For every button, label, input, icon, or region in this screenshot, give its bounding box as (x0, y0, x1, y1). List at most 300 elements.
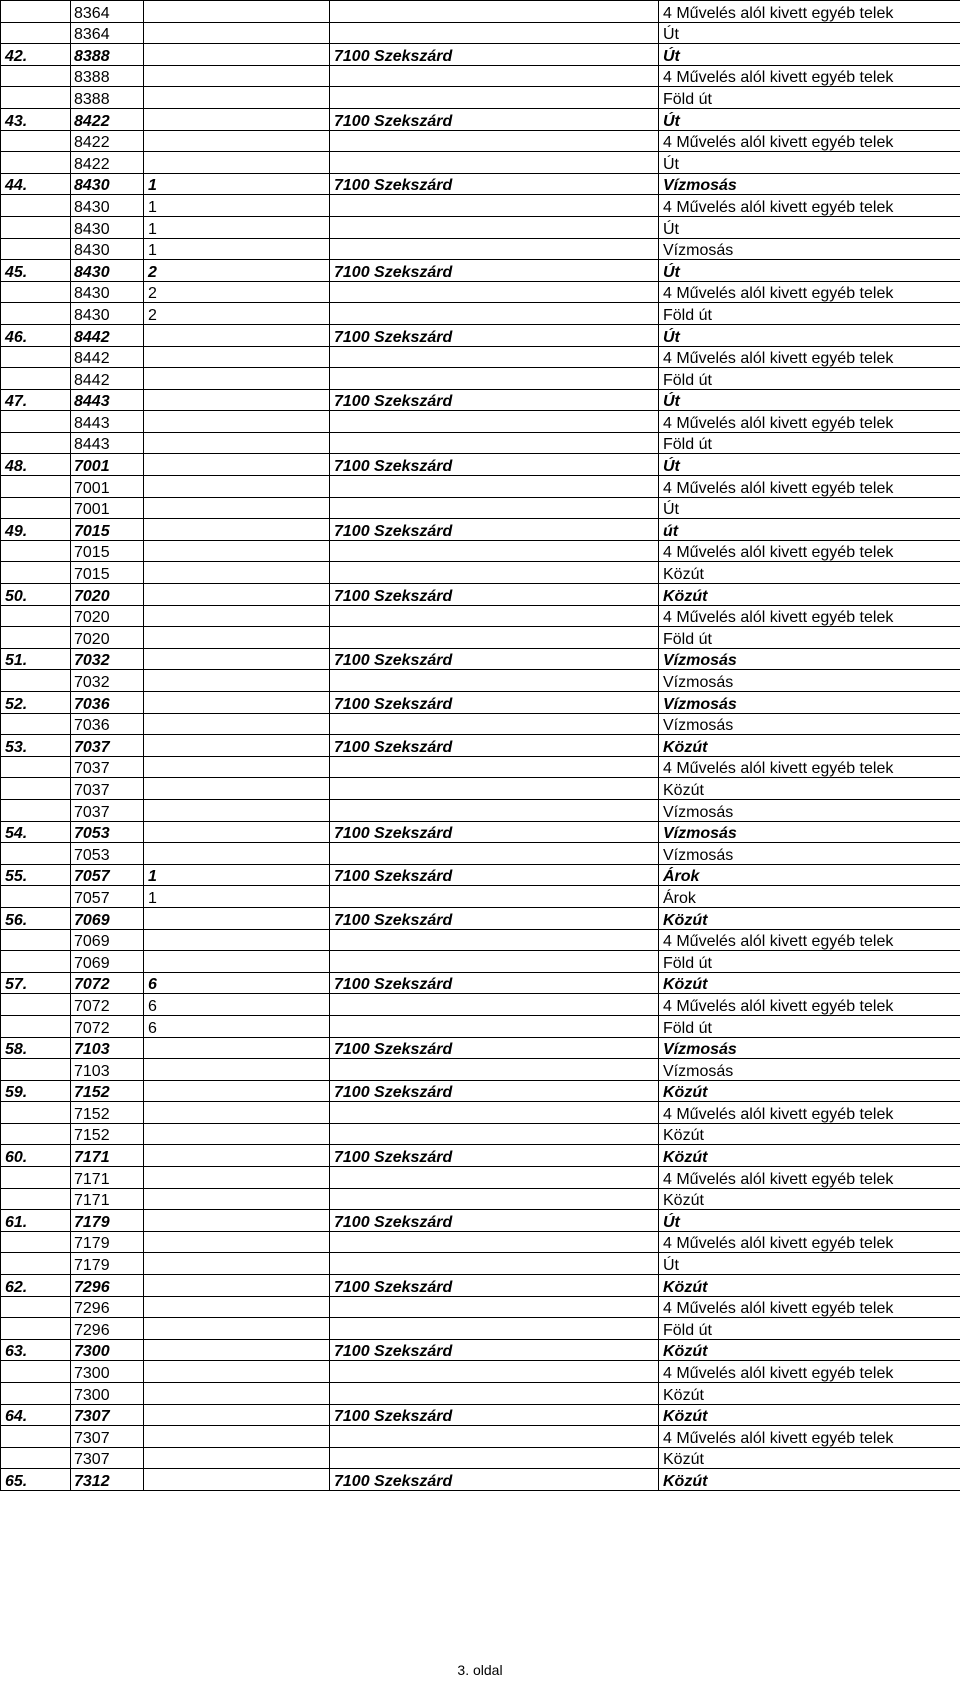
settlement-cell: 7100 Szekszárd (330, 519, 659, 541)
table-row (1, 411, 960, 433)
parcel-number-cell: 7053 (71, 821, 144, 843)
parcel-number-cell: 8430 (71, 238, 144, 260)
sub-number-cell (144, 584, 330, 606)
row-index-cell: 54. (1, 821, 71, 843)
parcel-number-cell: 7037 (71, 778, 144, 800)
parcel-number-cell: 7057 (71, 864, 144, 886)
settlement-cell (330, 1102, 659, 1124)
sub-number-cell (144, 454, 330, 476)
settlement-cell: 7100 Szekszárd (330, 1080, 659, 1102)
row-index-cell (1, 799, 71, 821)
parcel-number-cell: 8443 (71, 389, 144, 411)
settlement-cell (330, 540, 659, 562)
land-use-cell: Közút (659, 1188, 960, 1210)
settlement-cell (330, 799, 659, 821)
land-use-cell: Közút (659, 1145, 960, 1167)
table-row (1, 627, 960, 649)
table-row (1, 1253, 960, 1275)
settlement-cell (330, 411, 659, 433)
settlement-cell: 7100 Szekszárd (330, 1275, 659, 1297)
table-row (1, 1015, 960, 1037)
land-use-cell: Közút (659, 778, 960, 800)
land-use-cell: Út (659, 44, 960, 66)
row-index-cell (1, 432, 71, 454)
parcel-number-cell: 7152 (71, 1123, 144, 1145)
sub-number-cell (144, 389, 330, 411)
parcel-number-cell: 8430 (71, 260, 144, 282)
row-index-cell (1, 1167, 71, 1189)
parcel-number-cell: 8388 (71, 87, 144, 109)
row-index-cell: 51. (1, 648, 71, 670)
sub-number-cell: 2 (144, 281, 330, 303)
settlement-cell: 7100 Szekszárd (330, 173, 659, 195)
row-index-cell: 64. (1, 1404, 71, 1426)
row-index-cell: 44. (1, 173, 71, 195)
land-use-cell: Vízmosás (659, 173, 960, 195)
sub-number-cell (144, 1167, 330, 1189)
table-row (1, 303, 960, 325)
land-use-cell: Közút (659, 1080, 960, 1102)
row-index-cell (1, 843, 71, 865)
parcel-number-cell: 7072 (71, 1015, 144, 1037)
land-use-cell: 4 Művelés alól kivett egyéb telek (659, 1361, 960, 1383)
table-row-main (1, 907, 960, 929)
parcel-number-cell: 7312 (71, 1469, 144, 1491)
table-row-main (1, 1339, 960, 1361)
row-index-cell (1, 951, 71, 973)
sub-number-cell: 1 (144, 238, 330, 260)
row-index-cell (1, 281, 71, 303)
row-index-cell (1, 216, 71, 238)
table-row-main (1, 735, 960, 757)
row-index-cell (1, 1296, 71, 1318)
parcel-number-cell: 7057 (71, 886, 144, 908)
land-use-cell: 4 Művelés alól kivett egyéb telek (659, 929, 960, 951)
settlement-cell (330, 216, 659, 238)
table-row-main (1, 1037, 960, 1059)
parcel-number-cell: 7001 (71, 454, 144, 476)
land-use-cell: Út (659, 497, 960, 519)
land-use-cell: Árok (659, 864, 960, 886)
sub-number-cell (144, 497, 330, 519)
parcel-number-cell: 7069 (71, 929, 144, 951)
row-index-cell (1, 540, 71, 562)
settlement-cell (330, 1253, 659, 1275)
row-index-cell: 45. (1, 260, 71, 282)
table-row (1, 368, 960, 390)
land-use-cell: 4 Művelés alól kivett egyéb telek (659, 540, 960, 562)
land-use-cell: Föld út (659, 1318, 960, 1340)
table-row (1, 1, 960, 23)
table-row (1, 951, 960, 973)
land-use-cell: Föld út (659, 432, 960, 454)
parcel-number-cell: 7020 (71, 584, 144, 606)
table-row (1, 65, 960, 87)
settlement-cell: 7100 Szekszárd (330, 584, 659, 606)
land-use-cell: Közút (659, 1404, 960, 1426)
sub-number-cell (144, 519, 330, 541)
settlement-cell: 7100 Szekszárd (330, 324, 659, 346)
settlement-cell: 7100 Szekszárd (330, 1404, 659, 1426)
row-index-cell (1, 22, 71, 44)
land-use-cell: Út (659, 216, 960, 238)
land-use-cell: Föld út (659, 303, 960, 325)
parcel-number-cell: 8388 (71, 65, 144, 87)
settlement-cell (330, 951, 659, 973)
sub-number-cell (144, 1102, 330, 1124)
parcel-number-cell: 7001 (71, 497, 144, 519)
land-use-cell: 4 Művelés alól kivett egyéb telek (659, 281, 960, 303)
row-index-cell (1, 756, 71, 778)
table-row (1, 22, 960, 44)
table-row (1, 1447, 960, 1469)
sub-number-cell (144, 756, 330, 778)
table-row-main (1, 584, 960, 606)
settlement-cell: 7100 Szekszárd (330, 1339, 659, 1361)
parcel-number-cell: 8442 (71, 324, 144, 346)
parcel-number-cell: 7307 (71, 1426, 144, 1448)
table-row (1, 605, 960, 627)
row-index-cell (1, 1383, 71, 1405)
sub-number-cell (144, 778, 330, 800)
parcel-number-cell: 8443 (71, 411, 144, 433)
parcel-number-cell: 7296 (71, 1318, 144, 1340)
row-index-cell (1, 411, 71, 433)
parcel-number-cell: 7103 (71, 1037, 144, 1059)
land-use-cell: Út (659, 260, 960, 282)
sub-number-cell (144, 108, 330, 130)
row-index-cell: 61. (1, 1210, 71, 1232)
row-index-cell: 56. (1, 907, 71, 929)
settlement-cell: 7100 Szekszárd (330, 907, 659, 929)
land-use-cell: 4 Művelés alól kivett egyéb telek (659, 130, 960, 152)
settlement-cell (330, 1231, 659, 1253)
table-row (1, 778, 960, 800)
sub-number-cell (144, 1231, 330, 1253)
settlement-cell (330, 1015, 659, 1037)
row-index-cell (1, 497, 71, 519)
table-row (1, 216, 960, 238)
settlement-cell (330, 432, 659, 454)
settlement-cell (330, 1426, 659, 1448)
table-row (1, 1231, 960, 1253)
parcel-number-cell: 7037 (71, 735, 144, 757)
table-row (1, 476, 960, 498)
land-use-cell: Vízmosás (659, 799, 960, 821)
land-use-cell: 4 Művelés alól kivett egyéb telek (659, 411, 960, 433)
table-row-main (1, 692, 960, 714)
table-row (1, 1188, 960, 1210)
settlement-cell (330, 627, 659, 649)
table-row-main (1, 173, 960, 195)
row-index-cell (1, 1123, 71, 1145)
sub-number-cell: 1 (144, 864, 330, 886)
row-index-cell: 47. (1, 389, 71, 411)
sub-number-cell (144, 951, 330, 973)
settlement-cell (330, 368, 659, 390)
settlement-cell: 7100 Szekszárd (330, 1469, 659, 1491)
page-number: 3. oldal (457, 1662, 503, 1678)
table-row (1, 346, 960, 368)
row-index-cell (1, 152, 71, 174)
parcel-number-cell: 7053 (71, 843, 144, 865)
table-row-main (1, 1469, 960, 1491)
row-index-cell: 46. (1, 324, 71, 346)
land-use-cell: 4 Művelés alól kivett egyéb telek (659, 756, 960, 778)
sub-number-cell (144, 432, 330, 454)
table-row (1, 130, 960, 152)
parcel-number-cell: 8422 (71, 108, 144, 130)
land-use-cell: Közút (659, 562, 960, 584)
sub-number-cell: 6 (144, 972, 330, 994)
land-use-cell: Közút (659, 907, 960, 929)
sub-number-cell (144, 1080, 330, 1102)
row-index-cell (1, 1231, 71, 1253)
parcel-number-cell: 8430 (71, 173, 144, 195)
sub-number-cell (144, 1188, 330, 1210)
settlement-cell (330, 929, 659, 951)
sub-number-cell (144, 1059, 330, 1081)
sub-number-cell: 6 (144, 994, 330, 1016)
sub-number-cell (144, 713, 330, 735)
row-index-cell: 48. (1, 454, 71, 476)
table-row-main (1, 389, 960, 411)
parcel-number-cell: 7296 (71, 1296, 144, 1318)
parcel-number-cell: 7307 (71, 1404, 144, 1426)
settlement-cell (330, 152, 659, 174)
row-index-cell (1, 1253, 71, 1275)
land-use-cell: Út (659, 324, 960, 346)
sub-number-cell (144, 1145, 330, 1167)
table-row (1, 281, 960, 303)
row-index-cell (1, 1015, 71, 1037)
row-index-cell (1, 1, 71, 23)
settlement-cell: 7100 Szekszárd (330, 864, 659, 886)
sub-number-cell (144, 821, 330, 843)
land-use-cell: Föld út (659, 368, 960, 390)
sub-number-cell (144, 65, 330, 87)
parcel-number-cell: 8430 (71, 281, 144, 303)
parcel-number-cell: 7179 (71, 1231, 144, 1253)
parcel-number-cell: 7171 (71, 1167, 144, 1189)
settlement-cell (330, 843, 659, 865)
parcel-number-cell: 7036 (71, 692, 144, 714)
land-use-cell: Vízmosás (659, 843, 960, 865)
settlement-cell (330, 22, 659, 44)
land-use-cell: Út (659, 152, 960, 174)
land-use-cell: Közút (659, 972, 960, 994)
land-use-cell: Vízmosás (659, 648, 960, 670)
sub-number-cell (144, 152, 330, 174)
table-row-main (1, 1145, 960, 1167)
table-row (1, 929, 960, 951)
parcel-number-cell: 7032 (71, 648, 144, 670)
parcel-number-cell: 7300 (71, 1383, 144, 1405)
settlement-cell (330, 756, 659, 778)
settlement-cell (330, 65, 659, 87)
sub-number-cell (144, 1426, 330, 1448)
table-row (1, 670, 960, 692)
table-row (1, 1123, 960, 1145)
land-use-cell: Út (659, 1210, 960, 1232)
sub-number-cell (144, 1210, 330, 1232)
sub-number-cell (144, 562, 330, 584)
sub-number-cell (144, 1469, 330, 1491)
settlement-cell: 7100 Szekszárd (330, 648, 659, 670)
row-index-cell (1, 130, 71, 152)
parcel-number-cell: 7069 (71, 951, 144, 973)
sub-number-cell (144, 1318, 330, 1340)
settlement-cell: 7100 Szekszárd (330, 821, 659, 843)
land-use-cell: Vízmosás (659, 238, 960, 260)
table-row (1, 994, 960, 1016)
parcel-number-cell: 7179 (71, 1253, 144, 1275)
sub-number-cell (144, 1447, 330, 1469)
table-row (1, 799, 960, 821)
row-index-cell (1, 1318, 71, 1340)
parcel-number-cell: 7300 (71, 1339, 144, 1361)
row-index-cell (1, 238, 71, 260)
parcel-number-cell: 7037 (71, 799, 144, 821)
parcel-number-cell: 7307 (71, 1447, 144, 1469)
row-index-cell (1, 1361, 71, 1383)
sub-number-cell (144, 476, 330, 498)
table-row (1, 87, 960, 109)
settlement-cell: 7100 Szekszárd (330, 44, 659, 66)
sub-number-cell (144, 1383, 330, 1405)
land-use-cell: Út (659, 1253, 960, 1275)
row-index-cell (1, 1426, 71, 1448)
row-index-cell (1, 87, 71, 109)
sub-number-cell (144, 1339, 330, 1361)
sub-number-cell (144, 843, 330, 865)
sub-number-cell (144, 648, 330, 670)
settlement-cell (330, 1188, 659, 1210)
settlement-cell (330, 130, 659, 152)
land-use-cell: út (659, 519, 960, 541)
row-index-cell (1, 368, 71, 390)
parcel-number-cell: 8422 (71, 130, 144, 152)
row-index-cell (1, 303, 71, 325)
row-index-cell (1, 346, 71, 368)
land-use-cell: 4 Művelés alól kivett egyéb telek (659, 1426, 960, 1448)
table-row-main (1, 864, 960, 886)
table-row (1, 152, 960, 174)
parcel-number-cell: 8442 (71, 346, 144, 368)
table-row-main (1, 260, 960, 282)
table-row (1, 1296, 960, 1318)
row-index-cell (1, 1102, 71, 1124)
settlement-cell (330, 281, 659, 303)
sub-number-cell (144, 22, 330, 44)
settlement-cell: 7100 Szekszárd (330, 108, 659, 130)
sub-number-cell (144, 368, 330, 390)
sub-number-cell: 1 (144, 173, 330, 195)
row-index-cell (1, 562, 71, 584)
parcel-number-cell: 7171 (71, 1145, 144, 1167)
table-row (1, 886, 960, 908)
row-index-cell (1, 670, 71, 692)
table-row-main (1, 972, 960, 994)
sub-number-cell: 1 (144, 886, 330, 908)
parcel-number-cell: 7037 (71, 756, 144, 778)
settlement-cell (330, 1123, 659, 1145)
table-row-main (1, 44, 960, 66)
parcel-number-cell: 7032 (71, 670, 144, 692)
settlement-cell (330, 670, 659, 692)
settlement-cell: 7100 Szekszárd (330, 1037, 659, 1059)
table-row-main (1, 108, 960, 130)
land-use-cell: 4 Művelés alól kivett egyéb telek (659, 195, 960, 217)
sub-number-cell (144, 346, 330, 368)
table-row (1, 756, 960, 778)
settlement-cell (330, 1059, 659, 1081)
row-index-cell: 53. (1, 735, 71, 757)
row-index-cell (1, 627, 71, 649)
land-use-cell: Közút (659, 1275, 960, 1297)
settlement-cell: 7100 Szekszárd (330, 1210, 659, 1232)
settlement-cell (330, 886, 659, 908)
row-index-cell: 65. (1, 1469, 71, 1491)
land-use-cell: Föld út (659, 627, 960, 649)
sub-number-cell (144, 1275, 330, 1297)
parcel-number-cell: 7072 (71, 994, 144, 1016)
land-use-cell: 4 Művelés alól kivett egyéb telek (659, 65, 960, 87)
settlement-cell (330, 1, 659, 23)
row-index-cell: 58. (1, 1037, 71, 1059)
sub-number-cell (144, 907, 330, 929)
settlement-cell: 7100 Szekszárd (330, 454, 659, 476)
sub-number-cell (144, 540, 330, 562)
parcel-number-cell: 8430 (71, 303, 144, 325)
parcel-number-cell: 7001 (71, 476, 144, 498)
land-use-cell: 4 Művelés alól kivett egyéb telek (659, 476, 960, 498)
sub-number-cell (144, 87, 330, 109)
land-use-cell: Út (659, 108, 960, 130)
land-use-cell: Közút (659, 1383, 960, 1405)
row-index-cell: 50. (1, 584, 71, 606)
row-index-cell (1, 929, 71, 951)
table-row (1, 432, 960, 454)
sub-number-cell (144, 605, 330, 627)
settlement-cell (330, 303, 659, 325)
sub-number-cell: 2 (144, 303, 330, 325)
sub-number-cell (144, 1123, 330, 1145)
settlement-cell (330, 1167, 659, 1189)
row-index-cell: 62. (1, 1275, 71, 1297)
land-use-cell: Közút (659, 1339, 960, 1361)
row-index-cell: 55. (1, 864, 71, 886)
land-use-cell: Vízmosás (659, 1037, 960, 1059)
table-row (1, 540, 960, 562)
sub-number-cell (144, 411, 330, 433)
settlement-cell (330, 605, 659, 627)
row-index-cell (1, 476, 71, 498)
sub-number-cell (144, 735, 330, 757)
settlement-cell (330, 476, 659, 498)
land-use-cell: Közút (659, 1447, 960, 1469)
settlement-cell (330, 1318, 659, 1340)
land-use-cell: Közút (659, 1469, 960, 1491)
parcel-number-cell: 7015 (71, 562, 144, 584)
sub-number-cell (144, 1296, 330, 1318)
table-row-main (1, 1404, 960, 1426)
settlement-cell (330, 1447, 659, 1469)
settlement-cell (330, 1383, 659, 1405)
land-use-cell: 4 Művelés alól kivett egyéb telek (659, 1, 960, 23)
parcel-number-cell: 7015 (71, 519, 144, 541)
parcel-number-cell: 7020 (71, 605, 144, 627)
